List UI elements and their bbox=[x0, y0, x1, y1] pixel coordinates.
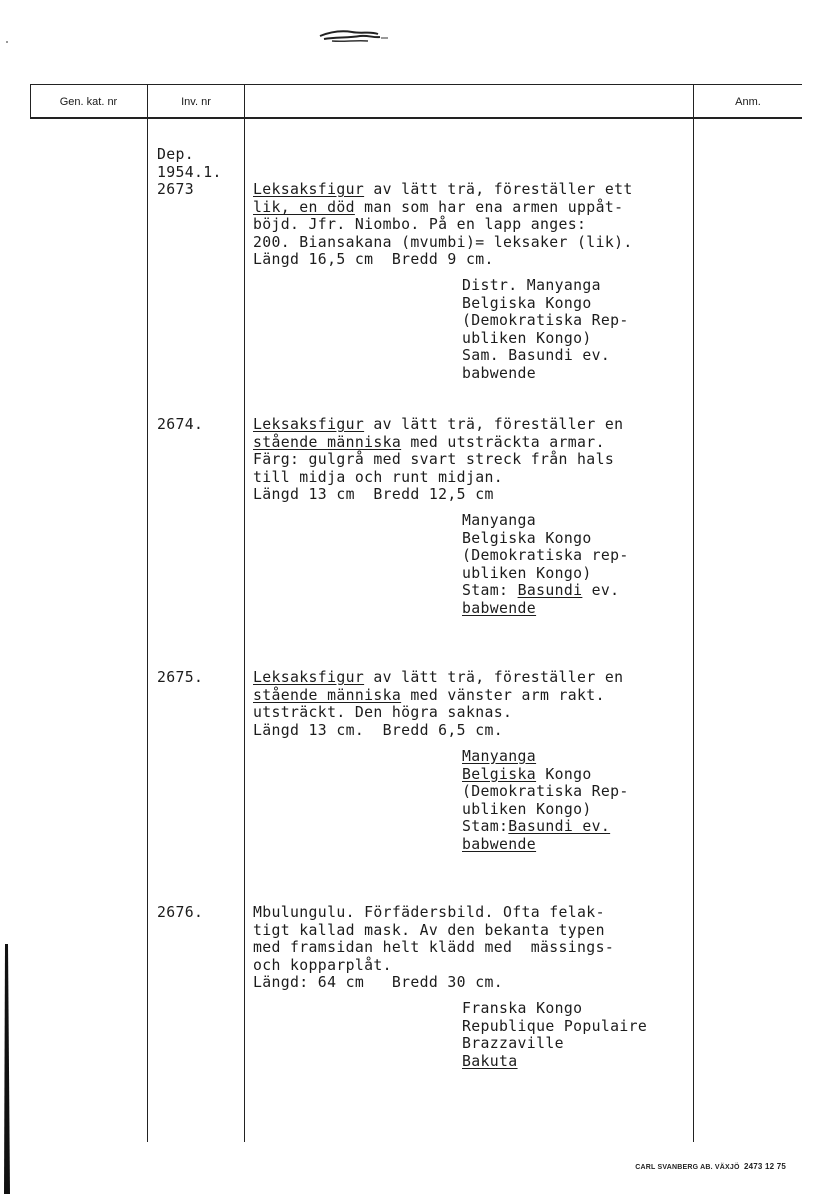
text-segment: (Demokratiska Rep- bbox=[462, 312, 629, 330]
underlined-term: stående människa bbox=[253, 686, 402, 704]
text-line bbox=[253, 904, 614, 922]
text-line bbox=[462, 295, 629, 313]
header-top-rule bbox=[30, 84, 802, 85]
text-line bbox=[462, 312, 629, 330]
top-scribble-mark bbox=[318, 26, 390, 46]
text-segment: Distr. Manyanga bbox=[462, 277, 601, 294]
text-line bbox=[462, 1035, 647, 1053]
object-description bbox=[253, 904, 614, 992]
text-line bbox=[253, 434, 623, 452]
text-line bbox=[253, 416, 623, 434]
object-description bbox=[253, 181, 633, 269]
inventory-number bbox=[157, 669, 203, 687]
margin-dot bbox=[6, 41, 8, 43]
text-segment: Kongo bbox=[536, 765, 592, 783]
text-segment: Färg: gulgrå med svart streck från hals bbox=[253, 451, 615, 469]
underlined-term: Leksaksfigur bbox=[253, 181, 365, 198]
header-bottom-rule bbox=[30, 117, 802, 119]
text-segment: Sam. Basundi ev. bbox=[462, 347, 611, 365]
text-segment: med utsträckta armar. bbox=[401, 433, 605, 451]
text-line bbox=[462, 748, 629, 766]
provenance-block bbox=[462, 512, 629, 618]
text-line bbox=[462, 547, 629, 565]
text-segment: tigt kallad mask. Av den bekanta typen bbox=[253, 921, 605, 939]
text-line bbox=[462, 1053, 647, 1071]
header-description bbox=[245, 88, 693, 116]
text-line bbox=[253, 451, 623, 469]
text-line bbox=[253, 939, 614, 957]
text-line bbox=[462, 347, 629, 365]
column-divider-1 bbox=[147, 84, 148, 1142]
text-line bbox=[253, 251, 633, 269]
underlined-term: Basundi ev. bbox=[508, 818, 611, 836]
text-line bbox=[462, 1018, 647, 1036]
underlined-term: Leksaksfigur bbox=[253, 416, 365, 433]
inventory-number bbox=[157, 146, 222, 199]
text-line bbox=[462, 818, 629, 836]
underlined-term: Manyanga bbox=[462, 748, 537, 765]
text-line bbox=[462, 766, 629, 784]
text-line bbox=[462, 582, 629, 600]
text-segment: Längd 13 cm Bredd 12,5 cm bbox=[253, 486, 494, 504]
text-segment: med vänster arm rakt. bbox=[401, 686, 605, 704]
inventory-number-line: 2675. bbox=[157, 669, 204, 686]
text-segment: ubliken Kongo) bbox=[462, 800, 592, 818]
text-segment: Manyanga bbox=[462, 512, 537, 529]
scan-edge-bar bbox=[4, 944, 10, 1194]
text-line bbox=[253, 216, 633, 234]
inventory-number-line: Dep. bbox=[157, 146, 195, 163]
printer-company: CARL SVANBERG AB. VÄXJÖ bbox=[635, 1164, 740, 1171]
header-gen-kat-nr: Gen. kat. nr bbox=[59, 96, 118, 108]
text-line bbox=[253, 687, 623, 705]
inventory-number-line: 2676. bbox=[157, 904, 204, 921]
form-number: 2473 12 75 bbox=[743, 1162, 786, 1171]
text-line bbox=[253, 704, 623, 722]
text-line bbox=[462, 330, 629, 348]
provenance-block bbox=[462, 277, 629, 383]
underlined-term: Basundi bbox=[517, 582, 583, 600]
text-segment: Stam: bbox=[462, 582, 518, 600]
text-segment: Belgiska Kongo bbox=[462, 294, 592, 312]
text-segment: (Demokratiska Rep- bbox=[462, 783, 629, 801]
text-line bbox=[462, 783, 629, 801]
text-segment: och kopparplåt. bbox=[253, 956, 392, 974]
inventory-number-line: 2673 bbox=[157, 181, 195, 199]
object-description bbox=[253, 416, 623, 504]
underlined-term: Bakuta bbox=[462, 1052, 518, 1070]
printer-imprint bbox=[635, 1162, 786, 1171]
provenance-block bbox=[462, 748, 629, 854]
text-segment: ubliken Kongo) bbox=[462, 329, 592, 347]
inventory-number-line: 1954.1. bbox=[157, 163, 222, 181]
text-segment: Längd 16,5 cm Bredd 9 cm. bbox=[253, 251, 494, 269]
text-line bbox=[253, 469, 623, 487]
text-segment: utsträckt. Den högra saknas. bbox=[253, 704, 513, 722]
text-line bbox=[253, 199, 633, 217]
header-inv-nr: Inv. nr bbox=[181, 96, 211, 108]
column-divider-2 bbox=[244, 84, 245, 1142]
column-divider-3 bbox=[693, 84, 694, 1142]
text-segment: med framsidan helt klädd med mässings- bbox=[253, 939, 615, 957]
underlined-term: babwende bbox=[462, 835, 537, 853]
text-segment: Belgiska Kongo bbox=[462, 529, 592, 547]
inventory-number bbox=[157, 904, 203, 922]
underlined-term: stående människa bbox=[253, 433, 402, 451]
text-segment: Franska Kongo bbox=[462, 1000, 583, 1017]
text-segment: 200. Biansakana (mvumbi)= leksaker (lik). bbox=[253, 233, 633, 251]
underlined-term: lik, en död bbox=[253, 198, 355, 216]
text-line bbox=[462, 512, 629, 530]
inventory-number bbox=[157, 416, 203, 434]
text-line bbox=[253, 669, 623, 687]
underlined-term: Leksaksfigur bbox=[253, 669, 365, 686]
text-line bbox=[462, 801, 629, 819]
text-segment: till midja och runt midjan. bbox=[253, 468, 503, 486]
text-segment: man som har ena armen uppåt- bbox=[354, 198, 624, 216]
underlined-term: Belgiska bbox=[462, 765, 537, 783]
text-segment: böjd. Jfr. Niombo. På en lapp anges: bbox=[253, 216, 587, 234]
header-anm: Anm. bbox=[735, 96, 761, 108]
text-line bbox=[462, 277, 629, 295]
text-line bbox=[462, 600, 629, 618]
text-line bbox=[253, 486, 623, 504]
text-line bbox=[253, 234, 633, 252]
text-line bbox=[462, 836, 629, 854]
text-segment: av lätt trä, föreställer ett bbox=[364, 181, 633, 198]
text-line bbox=[253, 922, 614, 940]
text-segment: av lätt trä, föreställer en bbox=[364, 416, 624, 433]
text-segment: Mbulungulu. Förfädersbild. Ofta felak- bbox=[253, 904, 605, 921]
text-segment: av lätt trä, föreställer en bbox=[364, 669, 624, 686]
text-line bbox=[462, 565, 629, 583]
text-line bbox=[253, 974, 614, 992]
text-line bbox=[253, 957, 614, 975]
underlined-term: babwende bbox=[462, 599, 537, 617]
text-line bbox=[462, 530, 629, 548]
object-description bbox=[253, 669, 623, 739]
text-line bbox=[462, 365, 629, 383]
text-segment: Republique Populaire bbox=[462, 1017, 648, 1035]
text-segment: ev. bbox=[582, 582, 620, 600]
text-segment: Brazzaville bbox=[462, 1035, 564, 1053]
text-segment: Längd 13 cm. Bredd 6,5 cm. bbox=[253, 721, 503, 739]
text-segment: Längd: 64 cm Bredd 30 cm. bbox=[253, 974, 503, 992]
provenance-block bbox=[462, 1000, 647, 1070]
inventory-number-line: 2674. bbox=[157, 416, 204, 433]
text-segment: babwende bbox=[462, 364, 537, 382]
text-segment: (Demokratiska rep- bbox=[462, 547, 629, 565]
text-line bbox=[253, 181, 633, 199]
text-segment: Stam: bbox=[462, 818, 509, 836]
text-line bbox=[462, 1000, 647, 1018]
text-segment: ubliken Kongo) bbox=[462, 564, 592, 582]
text-line bbox=[253, 722, 623, 740]
